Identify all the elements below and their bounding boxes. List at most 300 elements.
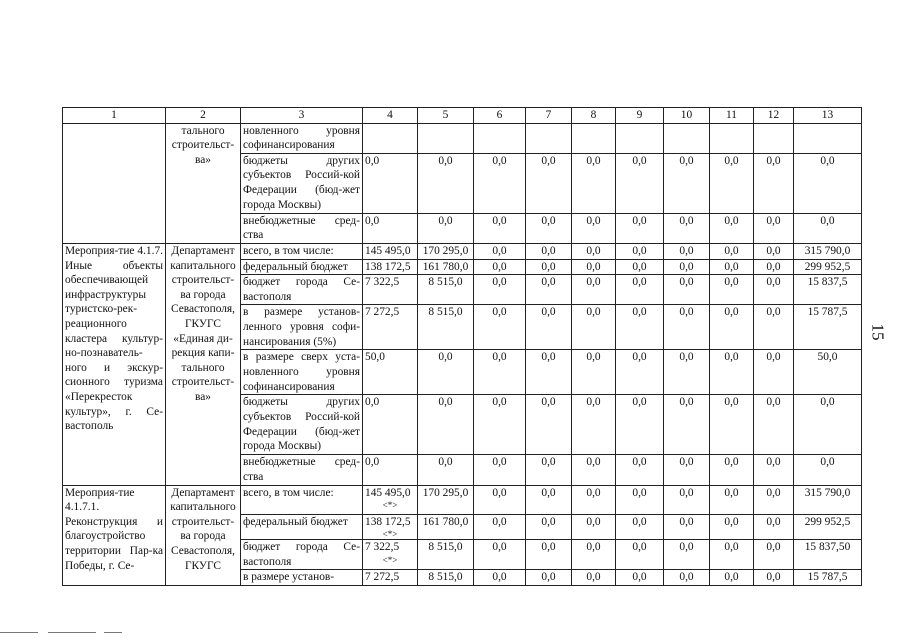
value-text: 0,0 bbox=[541, 515, 556, 528]
value-cell bbox=[710, 395, 754, 455]
value-cell bbox=[754, 275, 794, 305]
value-text: 0,0 bbox=[679, 244, 694, 257]
value-text: 0,0 bbox=[766, 456, 781, 469]
value-text: 0,0 bbox=[766, 541, 781, 554]
value-text: 0,0 bbox=[586, 214, 601, 227]
value-text: 0,0 bbox=[820, 456, 835, 469]
value-cell bbox=[710, 455, 754, 485]
value-cell bbox=[794, 485, 862, 514]
value-cell bbox=[572, 540, 616, 570]
value-text: 0,0 bbox=[365, 456, 380, 469]
value-cell bbox=[616, 395, 664, 455]
value-cell bbox=[363, 123, 418, 153]
value-cell bbox=[474, 485, 526, 514]
value-text: 0,0 bbox=[632, 214, 647, 227]
value-text: 0,0 bbox=[586, 244, 601, 257]
value-cell bbox=[664, 455, 710, 485]
value-text: 0,0 bbox=[492, 515, 507, 528]
value-cell bbox=[526, 213, 572, 243]
value-text: 7 272,5 bbox=[365, 306, 400, 319]
value-text: 0,0 bbox=[492, 486, 507, 499]
value-text: 50,0 bbox=[365, 351, 385, 364]
value-text: 0,0 bbox=[438, 396, 453, 409]
value-cell bbox=[474, 540, 526, 570]
value-text: 0,0 bbox=[492, 571, 507, 584]
value-text: 0,0 bbox=[679, 260, 694, 273]
value-cell bbox=[418, 305, 474, 350]
funding-source-cell: бюджеты других субъектов Россий-кой Федерации (бюд-жет города Москвы) bbox=[241, 153, 363, 213]
value-text: 0,0 bbox=[679, 351, 694, 364]
value-cell bbox=[754, 153, 794, 213]
value-text: 8 515,0 bbox=[428, 571, 463, 584]
value-cell bbox=[474, 275, 526, 305]
value-cell bbox=[526, 243, 572, 259]
value-text: 0,0 bbox=[724, 351, 739, 364]
value-cell bbox=[664, 350, 710, 395]
value-text: 0,0 bbox=[724, 456, 739, 469]
value-text: 0,0 bbox=[586, 306, 601, 319]
measure-name-cell: Мероприя-тие 4.1.7. Иные объекты обеспечивающей инфраструктуры туристско-рек-реационного кластера культур-но-познаватель-ного и экскур-сионного туризма «Перекресток культур», г. Се-вастополь bbox=[63, 243, 166, 485]
value-cell bbox=[363, 259, 418, 275]
value-cell bbox=[754, 540, 794, 570]
value-cell bbox=[754, 259, 794, 275]
value-text: 0,0 bbox=[679, 571, 694, 584]
value-text: 0,0 bbox=[679, 541, 694, 554]
funding-source-cell: всего, в том числе: bbox=[241, 243, 363, 259]
measure-name-cell: Мероприя-тие 4.1.7.1. Реконструкция и благоустройство территории Пар-ка Победы, г. Се- bbox=[63, 485, 166, 585]
value-text: 15 837,50 bbox=[804, 541, 851, 554]
value-cell bbox=[474, 514, 526, 540]
value-text: 0,0 bbox=[541, 276, 556, 289]
value-cell bbox=[710, 570, 754, 586]
value-cell bbox=[418, 275, 474, 305]
value-text: 7 272,5 bbox=[365, 571, 400, 584]
value-text: 170 295,0 bbox=[422, 486, 469, 499]
value-cell bbox=[754, 305, 794, 350]
value-cell bbox=[418, 259, 474, 275]
value-cell bbox=[616, 123, 664, 153]
value-text: 0,0 bbox=[492, 306, 507, 319]
value-cell bbox=[664, 514, 710, 540]
value-text: 0,0 bbox=[438, 456, 453, 469]
value-cell bbox=[710, 213, 754, 243]
column-header: 8 bbox=[572, 108, 616, 124]
value-text: 0,0 bbox=[492, 351, 507, 364]
value-cell bbox=[664, 540, 710, 570]
value-cell bbox=[664, 395, 710, 455]
value-text: 0,0 bbox=[632, 306, 647, 319]
value-cell bbox=[664, 243, 710, 259]
value-cell bbox=[526, 395, 572, 455]
value-cell bbox=[710, 123, 754, 153]
value-text: 0,0 bbox=[541, 351, 556, 364]
value-text: 0,0 bbox=[586, 571, 601, 584]
value-text: 161 780,0 bbox=[422, 260, 469, 273]
value-cell bbox=[526, 275, 572, 305]
executor-cell: тального строительст-ва» bbox=[166, 123, 241, 243]
executor-cell: Департамент капитального строительст-ва города Севастополя, ГКУГС bbox=[166, 485, 241, 585]
value-cell bbox=[616, 243, 664, 259]
value-cell bbox=[664, 259, 710, 275]
value-cell bbox=[754, 455, 794, 485]
value-text: 0,0 bbox=[586, 154, 601, 167]
page-number: 15 bbox=[868, 323, 888, 341]
value-text: 0,0 bbox=[766, 214, 781, 227]
value-cell bbox=[710, 540, 754, 570]
value-cell bbox=[474, 213, 526, 243]
column-header: 1 bbox=[63, 108, 166, 124]
table-row bbox=[63, 123, 862, 153]
value-text: 0,0 bbox=[492, 396, 507, 409]
value-cell bbox=[794, 350, 862, 395]
value-cell bbox=[526, 123, 572, 153]
value-text: 0,0 bbox=[724, 244, 739, 257]
value-text: 0,0 bbox=[492, 276, 507, 289]
value-text: 0,0 bbox=[679, 154, 694, 167]
value-cell bbox=[664, 305, 710, 350]
value-text: 0,0 bbox=[766, 351, 781, 364]
value-cell bbox=[418, 455, 474, 485]
table-row bbox=[63, 243, 862, 259]
value-text: 0,0 bbox=[632, 486, 647, 499]
value-text: 145 495,0 bbox=[365, 244, 411, 257]
value-text: 0,0 bbox=[820, 214, 835, 227]
value-cell bbox=[794, 570, 862, 586]
value-cell bbox=[710, 305, 754, 350]
value-text: 0,0 bbox=[766, 154, 781, 167]
value-cell bbox=[474, 123, 526, 153]
value-text: 0,0 bbox=[365, 214, 380, 227]
value-cell bbox=[710, 153, 754, 213]
value-text: 0,0 bbox=[724, 486, 739, 499]
value-text: 0,0 bbox=[586, 260, 601, 273]
value-cell bbox=[616, 213, 664, 243]
value-text: 0,0 bbox=[724, 154, 739, 167]
value-text: 0,0 bbox=[632, 396, 647, 409]
value-cell bbox=[710, 485, 754, 514]
funding-source-cell: всего, в том числе: bbox=[241, 485, 363, 514]
column-header: 7 bbox=[526, 108, 572, 124]
funding-source-cell: бюджеты других субъектов Россий-кой Федерации (бюд-жет города Москвы) bbox=[241, 395, 363, 455]
value-cell bbox=[710, 275, 754, 305]
value-text: 0,0 bbox=[492, 154, 507, 167]
value-cell bbox=[794, 259, 862, 275]
funding-source-cell: федеральный бюджет bbox=[241, 514, 363, 540]
value-cell bbox=[418, 570, 474, 586]
value-text: 145 495,0 bbox=[365, 486, 411, 499]
value-cell bbox=[418, 485, 474, 514]
value-text: 0,0 bbox=[766, 396, 781, 409]
value-text: 0,0 bbox=[679, 456, 694, 469]
value-text: 8 515,0 bbox=[428, 541, 463, 554]
value-cell bbox=[526, 514, 572, 540]
value-text: 0,0 bbox=[724, 260, 739, 273]
footnote-mark: <*> bbox=[382, 554, 398, 565]
value-text: 0,0 bbox=[679, 306, 694, 319]
value-cell bbox=[616, 570, 664, 586]
value-cell bbox=[474, 243, 526, 259]
funding-source-cell: внебюджетные сред-ства bbox=[241, 455, 363, 485]
value-text: 50,0 bbox=[817, 351, 838, 364]
budget-table bbox=[62, 107, 862, 586]
value-cell bbox=[363, 540, 418, 570]
value-cell bbox=[572, 275, 616, 305]
value-text: 8 515,0 bbox=[428, 276, 463, 289]
value-cell bbox=[418, 243, 474, 259]
value-text: 138 172,5 bbox=[365, 515, 411, 528]
value-cell bbox=[794, 305, 862, 350]
value-cell bbox=[616, 275, 664, 305]
value-cell bbox=[754, 485, 794, 514]
value-cell bbox=[363, 350, 418, 395]
value-cell bbox=[710, 350, 754, 395]
value-cell bbox=[418, 540, 474, 570]
column-header: 3 bbox=[241, 108, 363, 124]
column-header: 13 bbox=[794, 108, 862, 124]
value-cell bbox=[664, 153, 710, 213]
value-text: 0,0 bbox=[586, 456, 601, 469]
value-cell bbox=[794, 455, 862, 485]
value-text: 0,0 bbox=[724, 541, 739, 554]
value-text: 138 172,5 bbox=[365, 260, 411, 273]
value-cell bbox=[363, 153, 418, 213]
footnote-mark: <*> bbox=[382, 500, 398, 511]
value-cell bbox=[794, 275, 862, 305]
value-text: 0,0 bbox=[492, 260, 507, 273]
value-text: 0,0 bbox=[679, 276, 694, 289]
value-text: 299 952,5 bbox=[804, 260, 851, 273]
value-cell bbox=[474, 570, 526, 586]
value-text: 0,0 bbox=[586, 541, 601, 554]
value-cell bbox=[363, 514, 418, 540]
value-cell bbox=[754, 514, 794, 540]
value-cell bbox=[616, 259, 664, 275]
value-cell bbox=[794, 395, 862, 455]
value-text: 0,0 bbox=[632, 244, 647, 257]
value-cell bbox=[572, 485, 616, 514]
value-cell bbox=[363, 485, 418, 514]
value-text: 0,0 bbox=[724, 571, 739, 584]
value-cell bbox=[526, 305, 572, 350]
value-text: 0,0 bbox=[632, 276, 647, 289]
funding-source-cell: в размере установ-ленного уровня софи-нансирования (5%) bbox=[241, 305, 363, 350]
column-header: 4 bbox=[363, 108, 418, 124]
value-cell bbox=[418, 514, 474, 540]
funding-source-cell: бюджет города Се-вастополя bbox=[241, 275, 363, 305]
value-cell bbox=[572, 514, 616, 540]
value-text: 0,0 bbox=[541, 541, 556, 554]
value-cell bbox=[526, 350, 572, 395]
value-cell bbox=[418, 123, 474, 153]
value-cell bbox=[754, 395, 794, 455]
value-cell bbox=[794, 213, 862, 243]
value-text: 0,0 bbox=[541, 571, 556, 584]
value-text: 15 787,5 bbox=[807, 571, 848, 584]
value-cell bbox=[664, 213, 710, 243]
value-cell bbox=[616, 305, 664, 350]
value-cell bbox=[710, 514, 754, 540]
value-text: 0,0 bbox=[766, 571, 781, 584]
value-text: 0,0 bbox=[492, 456, 507, 469]
value-text: 0,0 bbox=[679, 486, 694, 499]
value-cell bbox=[526, 455, 572, 485]
value-cell bbox=[616, 485, 664, 514]
value-text: 0,0 bbox=[679, 515, 694, 528]
value-text: 0,0 bbox=[766, 515, 781, 528]
value-cell bbox=[474, 259, 526, 275]
value-text: 0,0 bbox=[820, 396, 835, 409]
value-cell bbox=[754, 123, 794, 153]
value-cell bbox=[754, 570, 794, 586]
footnote-mark: <*> bbox=[382, 529, 398, 540]
value-cell bbox=[572, 123, 616, 153]
value-text: 0,0 bbox=[766, 276, 781, 289]
value-cell bbox=[572, 153, 616, 213]
executor-cell: Департамент капитального строительст-ва города Севастополя, ГКУГС «Единая ди-рекция капи-тального строительст-ва» bbox=[166, 243, 241, 485]
value-text: 0,0 bbox=[632, 571, 647, 584]
column-header: 12 bbox=[754, 108, 794, 124]
value-text: 0,0 bbox=[632, 260, 647, 273]
value-cell bbox=[710, 259, 754, 275]
value-text: 0,0 bbox=[492, 214, 507, 227]
value-text: 0,0 bbox=[586, 351, 601, 364]
value-cell bbox=[616, 455, 664, 485]
column-header: 9 bbox=[616, 108, 664, 124]
value-text: 0,0 bbox=[679, 214, 694, 227]
value-text: 0,0 bbox=[541, 396, 556, 409]
value-text: 299 952,5 bbox=[804, 515, 851, 528]
value-text: 0,0 bbox=[820, 154, 835, 167]
value-text: 0,0 bbox=[541, 306, 556, 319]
value-text: 0,0 bbox=[679, 396, 694, 409]
value-cell bbox=[572, 570, 616, 586]
value-cell bbox=[710, 243, 754, 259]
column-header: 6 bbox=[474, 108, 526, 124]
value-text: 170 295,0 bbox=[422, 244, 469, 257]
value-text: 0,0 bbox=[541, 486, 556, 499]
value-cell bbox=[616, 514, 664, 540]
value-cell bbox=[363, 275, 418, 305]
value-cell bbox=[664, 275, 710, 305]
value-text: 0,0 bbox=[438, 154, 453, 167]
value-cell bbox=[616, 350, 664, 395]
value-cell bbox=[572, 259, 616, 275]
value-cell bbox=[572, 455, 616, 485]
value-text: 315 790,0 bbox=[804, 244, 851, 257]
funding-source-cell: в размере сверх уста-новленного уровня софинансирования bbox=[241, 350, 363, 395]
value-text: 0,0 bbox=[586, 515, 601, 528]
funding-source-cell: федеральный бюджет bbox=[241, 259, 363, 275]
value-cell bbox=[754, 213, 794, 243]
value-cell bbox=[664, 485, 710, 514]
value-text: 15 837,5 bbox=[807, 276, 848, 289]
value-cell bbox=[794, 540, 862, 570]
value-text: 315 790,0 bbox=[804, 486, 851, 499]
value-text: 0,0 bbox=[492, 244, 507, 257]
value-text: 0,0 bbox=[541, 260, 556, 273]
value-text: 7 322,5 bbox=[365, 541, 400, 554]
value-text: 0,0 bbox=[766, 260, 781, 273]
value-cell bbox=[363, 213, 418, 243]
value-text: 0,0 bbox=[632, 456, 647, 469]
value-cell bbox=[572, 243, 616, 259]
value-cell bbox=[616, 540, 664, 570]
value-text: 0,0 bbox=[766, 306, 781, 319]
value-cell bbox=[526, 485, 572, 514]
value-text: 0,0 bbox=[632, 515, 647, 528]
value-cell bbox=[794, 514, 862, 540]
value-cell bbox=[526, 259, 572, 275]
value-cell bbox=[572, 305, 616, 350]
value-cell bbox=[664, 123, 710, 153]
value-cell bbox=[418, 213, 474, 243]
value-text: 8 515,0 bbox=[428, 306, 463, 319]
value-text: 0,0 bbox=[632, 541, 647, 554]
value-cell bbox=[572, 213, 616, 243]
value-text: 0,0 bbox=[541, 456, 556, 469]
value-cell bbox=[363, 305, 418, 350]
value-cell bbox=[363, 395, 418, 455]
value-cell bbox=[474, 395, 526, 455]
value-text: 0,0 bbox=[541, 214, 556, 227]
value-cell bbox=[754, 350, 794, 395]
value-cell bbox=[474, 305, 526, 350]
value-text: 0,0 bbox=[541, 244, 556, 257]
value-cell bbox=[418, 395, 474, 455]
value-text: 0,0 bbox=[586, 276, 601, 289]
value-cell bbox=[526, 540, 572, 570]
value-cell bbox=[754, 243, 794, 259]
value-cell bbox=[526, 570, 572, 586]
value-cell bbox=[664, 570, 710, 586]
value-cell bbox=[363, 455, 418, 485]
column-header: 10 bbox=[664, 108, 710, 124]
value-cell bbox=[616, 153, 664, 213]
value-text: 0,0 bbox=[724, 214, 739, 227]
value-text: 0,0 bbox=[632, 351, 647, 364]
value-text: 0,0 bbox=[724, 276, 739, 289]
value-text: 0,0 bbox=[724, 396, 739, 409]
value-cell bbox=[526, 153, 572, 213]
value-text: 0,0 bbox=[586, 486, 601, 499]
value-cell bbox=[474, 350, 526, 395]
funding-source-cell: бюджет города Се-вастополя bbox=[241, 540, 363, 570]
value-text: 0,0 bbox=[541, 154, 556, 167]
value-text: 0,0 bbox=[724, 515, 739, 528]
value-text: 0,0 bbox=[766, 244, 781, 257]
funding-source-cell: новленного уровня софинансирования bbox=[241, 123, 363, 153]
value-text: 0,0 bbox=[492, 541, 507, 554]
value-text: 0,0 bbox=[724, 306, 739, 319]
value-cell bbox=[474, 153, 526, 213]
value-text: 0,0 bbox=[365, 396, 380, 409]
value-cell bbox=[363, 243, 418, 259]
value-cell bbox=[418, 153, 474, 213]
value-cell bbox=[418, 350, 474, 395]
value-text: 161 780,0 bbox=[422, 515, 469, 528]
value-text: 0,0 bbox=[766, 486, 781, 499]
value-text: 0,0 bbox=[632, 154, 647, 167]
value-cell bbox=[474, 455, 526, 485]
value-text: 0,0 bbox=[586, 396, 601, 409]
value-text: 0,0 bbox=[438, 214, 453, 227]
value-cell bbox=[794, 243, 862, 259]
column-header: 2 bbox=[166, 108, 241, 124]
value-text: 0,0 bbox=[365, 154, 380, 167]
value-text: 7 322,5 bbox=[365, 276, 400, 289]
measure-name-cell bbox=[63, 123, 166, 243]
value-cell bbox=[572, 395, 616, 455]
